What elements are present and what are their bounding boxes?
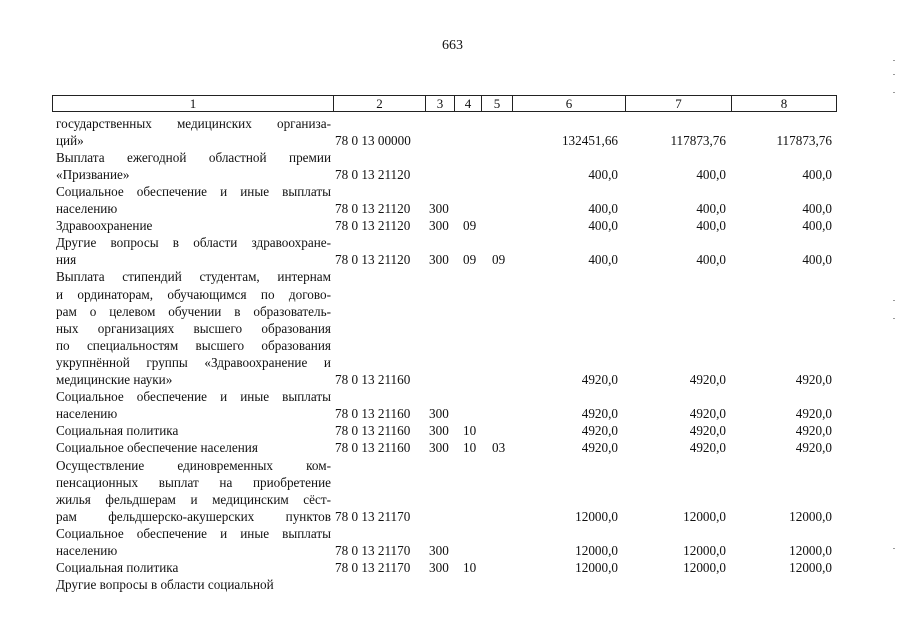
row-value-7: 400,0 <box>696 252 726 268</box>
row-value-8: 400,0 <box>802 252 832 268</box>
row-value-8: 400,0 <box>802 218 832 234</box>
row-code: 78 0 13 21120 <box>335 252 411 268</box>
row-description-line: медицинские науки» <box>56 372 173 387</box>
row-code: 78 0 13 21160 <box>335 406 411 422</box>
row-pr: 09 <box>492 252 506 268</box>
row-value-7: 117873,76 <box>670 132 726 148</box>
row-description-line: населению <box>56 543 118 558</box>
row-value-7: 400,0 <box>696 201 726 216</box>
row-value-8: 4920,0 <box>795 406 832 422</box>
row-description-line: пенсационных выплат на приобретение <box>56 474 331 490</box>
header-cell-2: 2 <box>333 95 426 112</box>
row-description-line: Социальное обеспечение и иные выплаты <box>56 183 331 199</box>
row-description-line: населению <box>56 201 118 216</box>
row-description-line: Другие вопросы в области здравоохране- <box>56 235 331 251</box>
row-code: 78 0 13 21170 <box>335 508 411 524</box>
row-ved: 300 <box>429 440 449 456</box>
scan-speck <box>893 318 895 319</box>
row-value-7: 4920,0 <box>689 372 726 387</box>
row-description-line: Социальная политика <box>56 423 179 439</box>
row-value-6: 12000,0 <box>575 560 618 576</box>
row-description-line: ных организациях высшего образования <box>56 320 331 336</box>
row-code: 78 0 13 21160 <box>335 440 411 456</box>
row-description-line: Осуществление единовременных ком- <box>56 457 331 473</box>
row-rz: 10 <box>463 423 477 439</box>
row-value-6: 132451,66 <box>561 132 618 148</box>
row-code: 78 0 13 21120 <box>335 166 411 182</box>
row-value-8: 400,0 <box>802 201 832 216</box>
scan-speck <box>893 74 895 75</box>
scan-speck <box>893 548 895 549</box>
row-description-line: ций» <box>56 132 84 148</box>
page-number: 663 <box>442 38 463 53</box>
row-value-8: 4920,0 <box>795 440 832 456</box>
row-ved: 300 <box>429 252 449 268</box>
scan-speck <box>893 300 895 301</box>
row-description-line: ния <box>56 252 77 268</box>
row-value-8: 4920,0 <box>795 423 832 439</box>
row-value-8: 400,0 <box>802 166 832 182</box>
row-value-6: 400,0 <box>588 252 618 268</box>
row-value-8: 12000,0 <box>789 543 832 558</box>
row-ved: 300 <box>429 218 449 234</box>
row-description-line: Здравоохранение <box>56 218 153 234</box>
row-value-8: 12000,0 <box>789 508 832 524</box>
row-ved: 300 <box>429 543 449 558</box>
row-value-8: 117873,76 <box>776 132 832 148</box>
row-ved: 300 <box>429 406 449 422</box>
row-ved: 300 <box>429 423 449 439</box>
row-description-line: Социальная политика <box>56 560 179 576</box>
row-ved: 300 <box>429 560 449 576</box>
header-cell-5: 5 <box>481 95 513 112</box>
row-pr: 03 <box>492 440 506 456</box>
row-value-6: 4920,0 <box>581 406 618 422</box>
row-description-line: Выплата ежегодной областной премии <box>56 149 331 165</box>
row-value-6: 400,0 <box>588 166 618 182</box>
row-value-7: 12000,0 <box>683 543 726 558</box>
header-cell-8: 8 <box>731 95 837 112</box>
row-description-line: и ординаторам, обучающимся по догово- <box>56 286 331 302</box>
row-description-line: рам фельдшерско-акушерских пунктов <box>56 508 331 524</box>
row-rz: 09 <box>463 252 477 268</box>
row-description-line: Выплата стипендий студентам, интернам <box>56 269 331 285</box>
row-value-7: 12000,0 <box>683 560 726 576</box>
row-value-7: 4920,0 <box>689 423 726 439</box>
row-value-6: 12000,0 <box>575 543 618 558</box>
row-code: 78 0 13 21170 <box>335 543 411 558</box>
row-value-8: 12000,0 <box>789 560 832 576</box>
row-value-7: 4920,0 <box>689 440 726 456</box>
row-ved: 300 <box>429 201 449 216</box>
row-description-line: жилья фельдшерам и медицинским сёст- <box>56 491 331 507</box>
row-value-6: 4920,0 <box>581 423 618 439</box>
row-description-line: Социальное обеспечение и иные выплаты <box>56 389 331 405</box>
row-code: 78 0 13 21120 <box>335 201 411 216</box>
row-value-6: 400,0 <box>588 218 618 234</box>
row-description-line: населению <box>56 406 118 422</box>
row-rz: 10 <box>463 560 477 576</box>
row-description-line: государственных медицинских организа- <box>56 115 331 131</box>
header-cell-1: 1 <box>52 95 334 112</box>
scan-speck <box>893 60 895 61</box>
row-description-line: рам о целевом обучении в образователь- <box>56 303 331 319</box>
row-value-7: 12000,0 <box>683 508 726 524</box>
header-cell-4: 4 <box>454 95 482 112</box>
row-value-7: 4920,0 <box>689 406 726 422</box>
row-value-7: 400,0 <box>696 218 726 234</box>
row-description-line: укрупнённой группы «Здравоохранение и <box>56 354 331 370</box>
row-code: 78 0 13 21160 <box>335 372 411 387</box>
row-rz: 09 <box>463 218 477 234</box>
row-description-line: по специальностям высшего образования <box>56 337 331 353</box>
row-description-line: Другие вопросы в области социальной <box>56 577 274 593</box>
row-value-8: 4920,0 <box>795 372 832 387</box>
scan-speck <box>893 92 895 93</box>
header-cell-3: 3 <box>425 95 455 112</box>
row-description-line: Социальное обеспечение населения <box>56 440 258 456</box>
row-rz: 10 <box>463 440 477 456</box>
row-description-line: «Призвание» <box>56 166 130 182</box>
row-value-6: 12000,0 <box>575 508 618 524</box>
row-description-line: Социальное обеспечение и иные выплаты <box>56 525 331 541</box>
row-value-6: 4920,0 <box>581 372 618 387</box>
row-value-6: 400,0 <box>588 201 618 216</box>
row-code: 78 0 13 21170 <box>335 560 411 576</box>
row-code: 78 0 13 00000 <box>335 132 411 148</box>
row-value-7: 400,0 <box>696 166 726 182</box>
header-cell-6: 6 <box>512 95 626 112</box>
row-value-6: 4920,0 <box>581 440 618 456</box>
row-code: 78 0 13 21160 <box>335 423 411 439</box>
header-cell-7: 7 <box>625 95 732 112</box>
row-code: 78 0 13 21120 <box>335 218 411 234</box>
